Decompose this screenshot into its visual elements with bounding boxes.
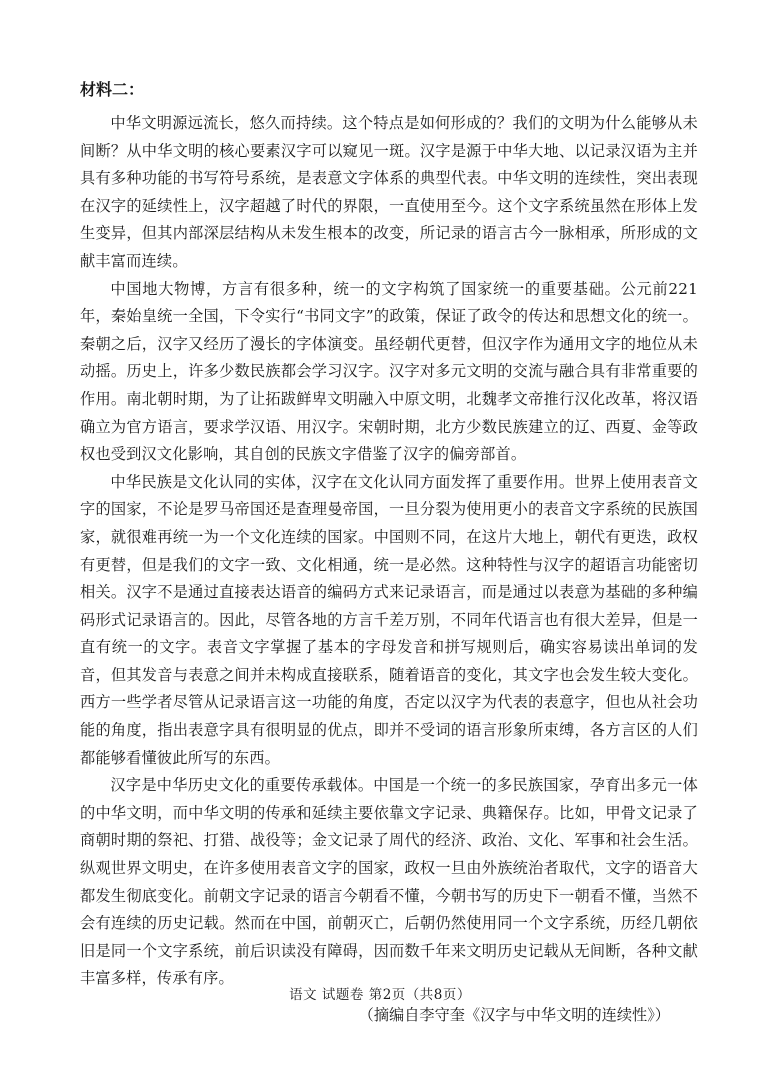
- page-footer: 语文 试题卷 第2页（共8页）: [289, 987, 471, 1003]
- paragraph-1: 中华文明源远流长，悠久而持续。这个特点是如何形成的？我们的文明为什么能够从未间断？从中华文明的核心要素汉字可以窥见一斑。汉字是源于中华大地、以记录汉语为主并具有多种功能的书写符号系统，是表意文字体系的典型代表。中华文明的连续性，突出表现在汉字的延续性上，汉字超越了时代的界限，一直使用至今。这个文字系统虽然在形体上发生变异，但其内部深层结构从未发生根本的改变，所记录的语言古今一脉相承，所形成的文献丰富而连续。: [80, 114, 698, 270]
- paragraph-4: 汉字是中华历史文化的重要传承载体。中国是一个统一的多民族国家，孕育出多元一体的中华文明，而中华文明的传承和延续主要依靠文字记录、典籍保存。比如，甲骨文记录了商朝时期的祭祀、打猎、战役等；金文记录了周代的经济、政治、文化、军事和社会生活。纵观世界文明史，在许多使用表音文字的国家，政权一旦由外族统治者取代，文字的语音大都发生彻底变化。前朝文字记录的语言今朝看不懂，今朝书写的历史下一朝看不懂，当然不会有连续的历史记载。然而在中国，前朝灭亡，后朝仍然使用同一个文字系统，历经几朝依旧是同一个文字系统，前后识读没有障碍，因而数千年来文明历史记载从无间断，各种文献丰富多样，传承有序。: [80, 776, 698, 988]
- paragraph-3: 中华民族是文化认同的实体，汉字在文化认同方面发挥了重要作用。世界上使用表音文字的国家，不论是罗马帝国还是查理曼帝国，一旦分裂为使用更小的表音文字系统的民族国家，就很难再统一为一个文化连续的国家。中国则不同，在这片大地上，朝代有更迭，政权有更替，但是我们的文字一致、文化相通，统一是必然。这种特性与汉字的超语言功能密切相关。汉字不是通过直接表达语音的编码方式来记录语言，而是通过以表意为基础的多种编码形式记录语言的。因此，尽管各地的方言千差万别，不同年代语言也有很大差异，但是一直有统一的文字。表音文字掌握了基本的字母发音和拼写规则后，确实容易读出单词的发音，但其发音与表意之间并未构成直接联系，随着语音的变化，其文字也会发生较大变化。西方一些学者尽管从记录语言这一功能的角度，否定以汉字为代表的表意字，但也从社会功能的角度，指出表意字具有很明显的优点，即并不受词的语言形象所束缚，各方言区的人们都能够看懂彼此所写的东西。: [80, 472, 698, 767]
- source-citation: （摘编自李守奎《汉字与中华文明的连续性》）: [358, 1006, 670, 1024]
- paragraph-2: 中国地大物博，方言有很多种，统一的文字构筑了国家统一的重要基础。公元前221年，秦始皇统一全国，下令实行“书同文字”的政策，保证了政令的传达和思想文化的统一。秦朝之后，汉字又经历了漫长的字体演变。虽经朝代更替，但汉字作为通用文字的地位从未动摇。历史上，许多少数民族都会学习汉字。汉字对多元文明的交流与融合具有非常重要的作用。南北朝时期，为了让拓跋鲜卑文明融入中原文明，北魏孝文帝推行汉化改革，将汉语确立为官方语言，要求学汉语、用汉字。宋朝时期，北方少数民族建立的辽、西夏、金等政权也受到汉文化影响，其自创的民族文字借鉴了汉字的偏旁部首。: [80, 279, 698, 464]
- section-title: 材料二：: [80, 80, 145, 99]
